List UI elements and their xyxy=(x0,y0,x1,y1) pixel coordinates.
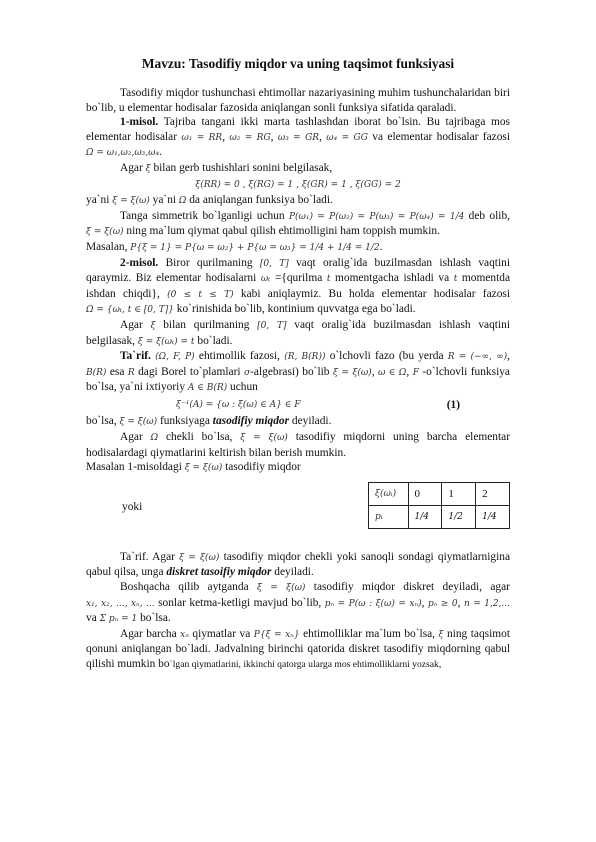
boshqacha-paragraph xyxy=(86,580,510,627)
math-xi: ξ = ξ(ω) xyxy=(332,367,372,378)
example1-paragraph xyxy=(86,115,510,161)
text: deyiladi. xyxy=(271,566,314,579)
math-measurable-space: (R, B(R)) xyxy=(284,352,326,363)
math-xi-omega-i: ξ(ωᵢ) xyxy=(375,489,397,500)
math-t: t xyxy=(453,274,458,285)
text: kabi aniqlaymiz. Bu holda elementar hodisalar fazosi xyxy=(233,287,510,300)
text: chekli bo`lsa, xyxy=(158,431,241,444)
math-xi: ξ = ξ(ω) xyxy=(112,196,150,207)
text: , xyxy=(507,350,510,363)
math-omega: Ω xyxy=(178,196,187,207)
text: bo`ladi. xyxy=(194,334,233,347)
math-sample-space: Ω = {ωₜ, t ∈ [0, T]} xyxy=(86,305,174,316)
math-omega1: ω₁ = RR xyxy=(181,132,223,143)
term-random-variable: tasodifiy miqdor xyxy=(212,415,290,428)
table-cell: 1 xyxy=(442,482,476,505)
math-xi: ξ = ξ(ω) xyxy=(179,552,220,563)
fraction: 1/4 xyxy=(482,512,497,523)
text: bo`lsa. xyxy=(137,612,171,625)
text: deyiladi. xyxy=(289,415,332,428)
small-text: `lgan qiymatlarini, ikkinchi qatorga ularga mos ehtimolliklarni yozsak, xyxy=(169,659,442,670)
yani-paragraph xyxy=(86,193,510,209)
text: funksiyaga xyxy=(157,415,213,428)
text: -o`lchovli funksiya bo`lsa, ya`ni ixtiyoriy xyxy=(86,365,510,394)
text: Masalan, xyxy=(86,240,131,253)
tanga-paragraph xyxy=(86,209,510,240)
math-xi: ξ = ξ(ω) xyxy=(119,417,158,428)
text: ={qurilma xyxy=(270,272,327,285)
equation-1-row xyxy=(86,398,510,413)
text: . xyxy=(159,146,162,159)
math-probability-example: P{ξ = 1} = P{ω = ω₂} + P{ω = ω₃} = 1/4 + 1/4 = 1/2 xyxy=(130,242,380,253)
distribution-block xyxy=(86,482,510,540)
math-omega: Ω xyxy=(150,433,159,444)
math-sigma: σ xyxy=(243,367,251,378)
math-omega2: ω₂ = RG xyxy=(229,132,271,143)
text: ning taqsimot qonuni aniqlangan bo`ladi. Jadvalning birinchi qatorida diskret tasodifiy miqdorning qabul qilishi mumkin bo xyxy=(86,627,510,670)
math-xi: ξ xyxy=(150,320,156,331)
text: , xyxy=(457,596,464,609)
text: deb olib, xyxy=(464,209,510,222)
masalan-paragraph xyxy=(86,240,510,256)
math-xi: ξ = ξ(ω) xyxy=(86,227,124,238)
text: Biror qurilmaning xyxy=(158,256,260,269)
bolsa-paragraph xyxy=(86,414,510,430)
math-xi-t: ξ = ξ(ωₜ) = t xyxy=(137,336,195,347)
text: ning ma`lum qiymat qabul qilish ehtimolligini ham toppish mumkin. xyxy=(123,225,440,238)
math-pn-nonneg: pₙ ≥ 0 xyxy=(427,598,458,609)
math-xi: ξ xyxy=(145,163,151,174)
fraction: 1/4 xyxy=(414,512,430,523)
text: Agar xyxy=(120,318,151,331)
table-cell: 0 xyxy=(408,482,442,505)
text: ehtimollik fazosi, xyxy=(194,350,285,363)
text: dagi Borel to`plamlari xyxy=(134,365,244,378)
text: . xyxy=(379,240,383,253)
text: , xyxy=(421,596,428,609)
math-n-range: n = 1,2,... xyxy=(463,598,510,609)
text: esa xyxy=(106,365,128,378)
math-a-in-borel: A ∈ B(R) xyxy=(187,383,228,394)
text: vaqt oralig`ida buzilmasdan ishlash vaqtini qaraymiz. Biz elementar hodisalarni xyxy=(86,256,510,285)
text: , xyxy=(319,130,327,143)
math-t: t xyxy=(326,274,331,285)
chekli-paragraph xyxy=(86,430,510,460)
math-range: (0 ≤ t ≤ T) xyxy=(167,289,234,300)
text: da aniqlangan funksiya bo`ladi. xyxy=(186,194,333,207)
definition-heading: Ta`rif. xyxy=(120,350,151,363)
math-real-line: R = (−∞, ∞) xyxy=(447,352,508,363)
equation-number: (1) xyxy=(446,398,460,411)
math-f: F xyxy=(412,367,419,378)
example1-heading: 1-misol. xyxy=(120,116,159,129)
text: tasodifiy miqdorni uning barcha elementar hodisalardagi qiymatlarini keltirish bilan berish mumkin. xyxy=(86,431,510,459)
text: Agar xyxy=(120,161,146,174)
text: bilan gerb tushishlari sonini belgilasak, xyxy=(150,161,333,174)
equation-values: ξ(RR) = 0 , ξ(RG) = 1 , ξ(GR) = 1 , ξ(GG) = 2 xyxy=(195,179,401,190)
example2-paragraph xyxy=(86,256,510,318)
intro-paragraph xyxy=(86,86,510,115)
agar2-paragraph xyxy=(86,318,510,349)
text: Tajriba tangani ikki marta tashlashdan iborat bo`lsin. Bu tajribaga mos elementar hodisalar xyxy=(86,116,510,143)
text: momentgacha ishladi va xyxy=(330,272,454,285)
math-xi: ξ = ξ(ω) xyxy=(256,583,306,594)
table-header-cell xyxy=(369,505,409,528)
math-xn: xₙ xyxy=(180,629,189,640)
text: ko`rinishida bo`lib, kontinium quvvatga ega bo`ladi. xyxy=(173,303,416,316)
math-sequence: x₁, x₂, ..., xₙ, ... xyxy=(86,598,155,609)
table-row xyxy=(369,505,510,528)
text: Ta`rif. Agar xyxy=(120,550,180,563)
distribution-table xyxy=(368,482,510,529)
math-interval: [0, T] xyxy=(257,320,287,331)
math-prob-space: (Ω, F, P) xyxy=(155,352,195,363)
text: , xyxy=(406,365,413,378)
text: Masalan 1-misoldagi xyxy=(86,461,185,474)
math-interval: [0, T] xyxy=(259,258,289,269)
agar-paragraph xyxy=(86,161,510,177)
text: vaqt oralig`ida buzilmasdan ishlash vaqtini belgilasak, xyxy=(86,318,510,347)
math-xi: ξ = ξ(ω) xyxy=(184,463,223,474)
definition-paragraph xyxy=(86,349,510,396)
document-page xyxy=(86,56,510,672)
text: tasodifiy miqdor chekli yoki sanoqli sondagi qiymatlarnigina qabul qilsa, unga xyxy=(86,550,511,579)
table-cell xyxy=(476,505,510,528)
equation-preimage: ξ⁻¹(A) = {ω : ξ(ω) ∈ A} ∈ F xyxy=(176,399,301,410)
math-p-i: pᵢ xyxy=(375,512,383,523)
last-paragraph xyxy=(86,627,510,672)
text: , xyxy=(371,365,378,378)
math-sample-space: Ω = ω₁,ω₂,ω₃,ω₄ xyxy=(86,148,160,159)
table-row xyxy=(369,482,510,505)
yoki-label: yoki xyxy=(122,500,143,513)
math-borel: B(R) xyxy=(86,367,107,378)
table-cell xyxy=(408,505,442,528)
text: bo`lsa, xyxy=(86,415,120,428)
text: va xyxy=(86,612,100,625)
text: , xyxy=(222,130,230,143)
math-r: R xyxy=(127,367,135,378)
term-discrete: diskret tasoifiy miqdor xyxy=(166,566,272,579)
text: bilan qurilmaning xyxy=(155,318,258,331)
text: tasodifiy miqdor diskret deyiladi, agar xyxy=(305,581,510,594)
math-sum: Σ pₙ = 1 xyxy=(99,614,138,625)
math-xi: ξ xyxy=(438,629,444,640)
text: -algebrasi) bo`lib xyxy=(250,365,333,378)
math-omega-in: ω ∈ Ω xyxy=(378,367,407,378)
text: ehtimolliklar ma`lum bo`lsa, xyxy=(299,627,439,640)
text: Boshqacha qilib aytganda xyxy=(120,581,257,594)
table-cell xyxy=(442,505,476,528)
text: qiymatlar va xyxy=(188,627,254,640)
masalan2-paragraph xyxy=(86,460,510,476)
text: momentda ishdan chiqdi}, xyxy=(86,272,511,300)
text: Agar barcha xyxy=(120,627,181,640)
example2-heading: 2-misol. xyxy=(120,256,159,269)
text: va elementar hodisalar fazosi xyxy=(367,130,510,143)
text: o`lchovli fazo (bu yerda xyxy=(325,350,448,363)
tarif2-paragraph xyxy=(86,550,510,580)
text: Tanga simmetrik bo`lganligi uchun xyxy=(120,209,289,222)
fraction: 1/2 xyxy=(448,512,463,523)
math-p-xn: P{ξ = xₙ} xyxy=(253,629,300,640)
math-omega-t: ωₜ xyxy=(260,274,271,285)
text: , xyxy=(270,130,278,143)
text: ya`ni xyxy=(149,194,179,207)
text: tasodifiy miqdor xyxy=(222,461,301,474)
table-cell: 2 xyxy=(476,482,510,505)
math-pn: pₙ = P(ω : ξ(ω) = xₙ) xyxy=(324,598,422,609)
text: ya`ni xyxy=(86,194,113,207)
text: Agar xyxy=(120,431,151,444)
math-omega3: ω₃ = GR xyxy=(277,132,320,143)
table-header-cell xyxy=(369,482,409,505)
math-omega4: ω₄ = GG xyxy=(326,132,368,143)
math-probabilities: P(ω₁) = P(ω₂) = P(ω₃) = P(ω₄) = 1/4 xyxy=(288,211,465,222)
text: sonlar ketma-ketligi mavjud bo`lib, xyxy=(154,596,325,609)
intro-text: Tasodifiy miqdor tushunchasi ehtimollar nazariyasining muhim tushunchalaridan biri bo`lib, u elementar hodisalar fazosida aniqlangan sonli funksiya sifatida qaraladi. xyxy=(86,87,510,114)
math-xi: ξ = ξ(ω) xyxy=(240,433,288,444)
page-title: Mavzu: Tasodifiy miqdor va uning taqsimot funksiyasi xyxy=(141,56,455,71)
text: uchun xyxy=(227,381,258,394)
